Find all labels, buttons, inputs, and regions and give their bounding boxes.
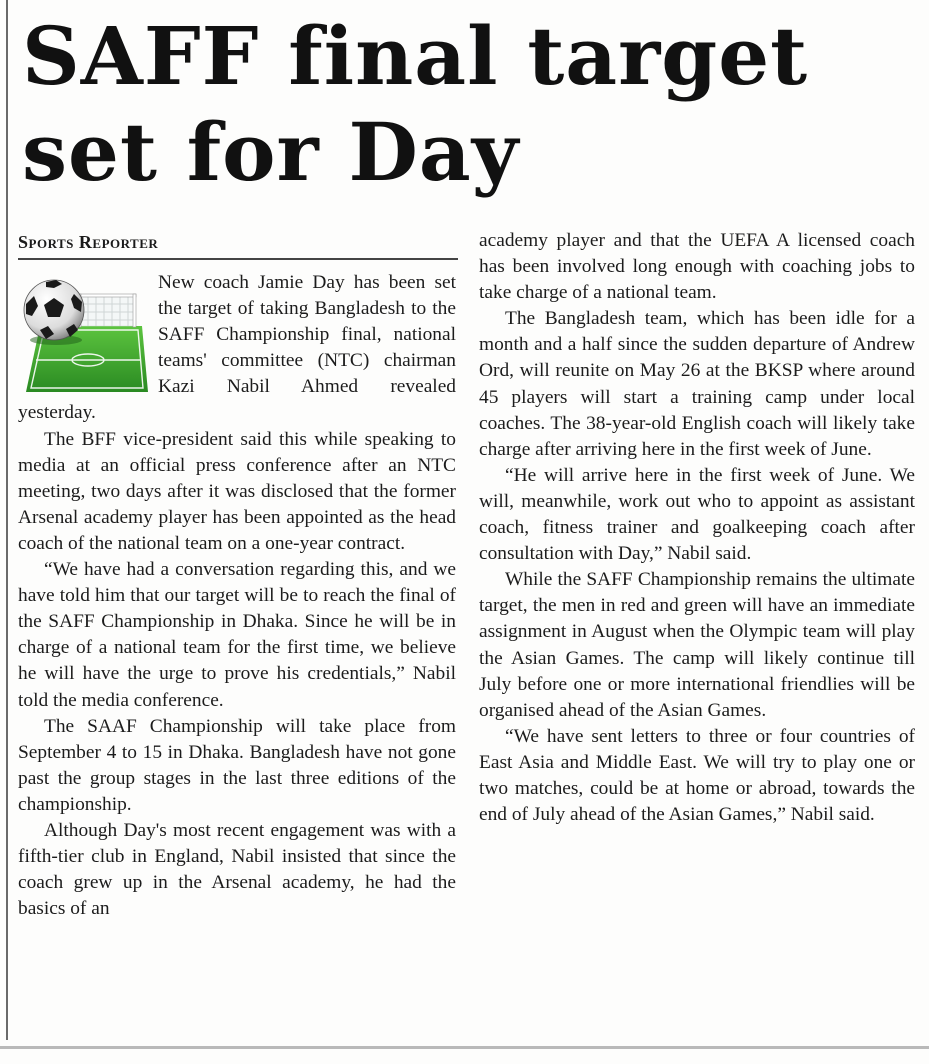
paragraph: academy player and that the UEFA A licensed coach has been involved long enough with coaching jobs to take charge of a national team.	[479, 230, 915, 304]
byline-divider	[18, 258, 458, 260]
paragraph: The BFF vice-president said this while speaking to media at an official press conference after an NTC meeting, two days after it was disclosed that the former Arsenal academy player has been appointed as the head coach of the national team on a one-year contract.	[18, 428, 456, 554]
bottom-border-rule	[0, 1046, 929, 1049]
paragraph: The SAAF Championship will take place from September 4 to 15 in Dhaka. Bangladesh have not gone past the group stages in the last three editions of the championship.	[18, 715, 456, 815]
left-border-rule	[6, 0, 8, 1040]
article-column-left	[18, 270, 456, 922]
paragraph: While the SAFF Championship remains the ultimate target, the men in red and green will have an immediate assignment in August when the Olympic team will play the Asian Games. The camp will likely continue till July before one or more international friendlies will be organised ahead of the Asian Games.	[479, 569, 915, 721]
headline-line-2: set for Day	[22, 105, 520, 199]
soccer-ball-on-pitch-icon	[18, 274, 150, 396]
article-column-right	[479, 228, 915, 828]
paragraph: “We have sent letters to three or four countries of East Asia and Middle East. We will try to play one or two matches, could be at home or abroad, towards the end of July ahead of the Asian Games,” Nabil said.	[479, 725, 915, 826]
paragraph: “We have had a conversation regarding this, and we have told him that our target will be to reach the final of the SAFF Championship in Dhaka. Since he will be in charge of a national team for the first time, we believe he will have the urge to prove his credentials,” Nabil told the media conference.	[18, 559, 456, 711]
paragraph: Although Day's most recent engagement was with a fifth-tier club in England, Nabil insisted that since the coach grew up in the Arsenal academy, he had the basics of an	[18, 819, 456, 920]
byline: Sports Reporter	[18, 232, 159, 252]
paragraph: “He will arrive here in the first week of June. We will, meanwhile, work out who to appoint as assistant coach, fitness trainer and goalkeeping coach after consultation with Day,” Nabil said.	[479, 464, 915, 565]
headline	[22, 8, 902, 200]
paragraph: New coach Jamie Day has been set the target of taking Bangladesh to the SAFF Championship final, national teams' committee (NTC) chairman Kazi Nabil Ahmed revealed yesterday.	[18, 272, 456, 424]
headline-line-1: SAFF final target	[22, 9, 809, 103]
paragraph: The Bangladesh team, which has been idle for a month and a half since the sudden departure of Andrew Ord, will reunite on May 26 at the BKSP where around 45 players will start a training camp under local coaches. The 38-year-old English coach will likely take charge after arriving here in the first week of June.	[479, 308, 915, 460]
